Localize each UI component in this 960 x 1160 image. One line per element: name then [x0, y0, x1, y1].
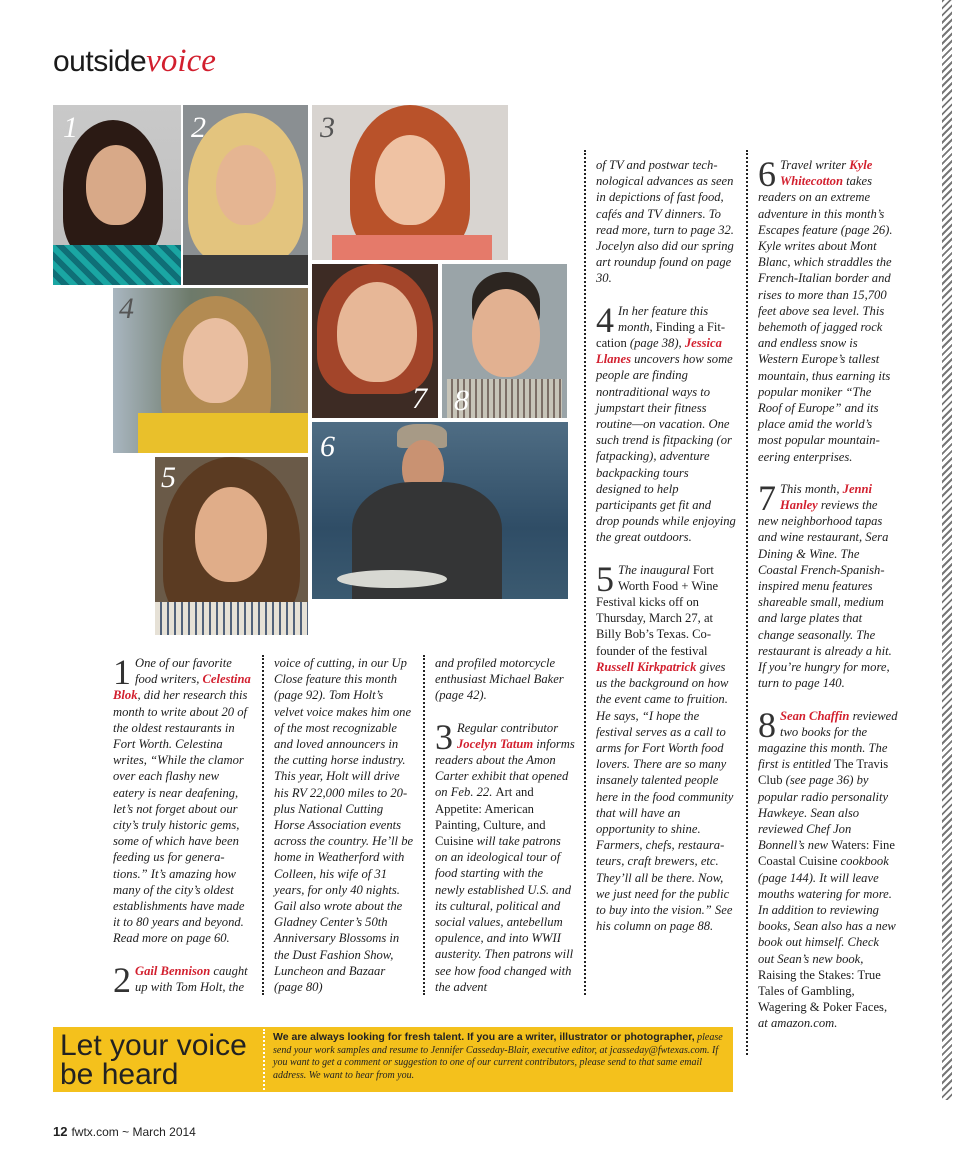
blurb-3-end: of TV and postwar technological advances as seen in depictions of fast food, cafés and TV dinners. To read more, turn to page 32. Jocelyn also did our spring art roundup found on page 30. — [596, 158, 734, 286]
drop-number: 6 — [758, 154, 776, 194]
call-for-talent-banner — [53, 1027, 733, 1092]
photo-number: 6 — [320, 430, 335, 463]
blurb-text: Regular contributor — [457, 720, 559, 735]
contributor-name: Sean Chaffin — [780, 708, 850, 723]
blurb-2 — [113, 959, 253, 1000]
blurb-text: reviews the new neighborhood tapas and wine restaurant, Sera Dining & Wine. The Coastal French-Spanish-inspired menu features shareable small, medium and large plates that change seasonally. The restaurant is already a hit. If you’re hungry for more, turn to page 140. — [758, 498, 892, 691]
photo-number: 3 — [320, 111, 335, 144]
photo-number: 4 — [119, 292, 134, 325]
photo-number: 7 — [412, 382, 427, 415]
blurb-4 — [596, 299, 736, 546]
text-column-1 — [113, 652, 253, 1011]
drop-number: 1 — [113, 652, 131, 692]
column-divider — [584, 150, 586, 995]
column-divider — [262, 655, 264, 995]
banner-lead: We are always looking for fresh talent. If you are a writer, illustrator or photographer, — [273, 1031, 695, 1043]
blurb-7 — [758, 477, 898, 692]
contributor-name: Gail Bennison — [135, 963, 211, 978]
masthead-word-outside: outside — [53, 45, 147, 78]
blurb-text: caught up with Tom Holt, the — [135, 963, 248, 994]
blurb-text: , did her research this month to write about 20 of the oldest restaurants in Fort Worth. Celestina writes, “While the clamor over each flashy new eatery is near deafening, let’s not forget about our city’s truly historic gems, some of which have been feeding us for generations.” It’s amazing how many of the city’s oldest establishments have made it to 80 years and beyond. Read more on page 60. — [113, 688, 248, 946]
banner-body — [273, 1031, 723, 1082]
drop-number: 5 — [596, 558, 614, 599]
book-title: The Travis Club — [758, 757, 889, 788]
contributor-name: Kyle Whitecotton — [780, 158, 873, 189]
contributor-photo-8 — [442, 264, 567, 418]
column-divider — [746, 150, 748, 1055]
blurb-text: will take patrons on an ideological tour of food starting with the newly established U.S. and its cultural, political and social values, antebellum opulence, and into WWII austerity. Then patrons will see how food changed with the advent — [435, 834, 574, 994]
banner-divider — [263, 1029, 265, 1090]
feature-title: Finding a Fit-cation — [596, 319, 726, 351]
exhibit-title: Art and Appetite: American Painting, Culture, and Cuisine — [435, 785, 546, 849]
footer-source: fwtx.com ~ March 2014 — [71, 1125, 196, 1139]
blurb-text: informs readers about the Amon Carter exhibit that opened on Feb. 22. — [435, 736, 575, 800]
photo-number: 2 — [191, 111, 206, 144]
drop-number: 4 — [596, 299, 614, 340]
contributor-photo-4 — [113, 288, 308, 453]
contributor-photo-3 — [312, 105, 508, 260]
event-title: Fort Worth Food + Wine Festival kicks off on Thursday, March 27, at Billy Bob’s Texas. Co-founder of the festival — [596, 562, 719, 658]
contributor-photo-2 — [183, 105, 308, 285]
blurb-text: , at amazon.com. — [758, 1000, 888, 1031]
text-column-4 — [596, 157, 736, 950]
contributor-name: Jessica Llanes — [596, 336, 722, 367]
contributor-photo-5 — [155, 457, 308, 635]
banner-text: please send your work samples and resume to Jennifer Casseday-Blair, executive editor, at jcasseday@fwtexas.com. If you want to get a comment or suggestion to one of our current contributors, please send to that same email address. We want to hear from you. — [273, 1032, 723, 1081]
text-column-2 — [274, 655, 414, 1011]
masthead-word-voice: voice — [146, 43, 216, 79]
blurb-text: uncovers how some people are finding nontraditional ways to jumpstart their fitness routine—on vacation. One such trend is fitpacking (or fatpacking), adventure backpacking tours designed to help participants get fit and drop pounds while enjoying the great outdoors. — [596, 352, 736, 545]
contributor-name: Jocelyn Tatum — [457, 736, 534, 751]
blurb-text: takes readers on an extreme adventure in this month’s Escapes feature (page 26). Kyle writes about Mont Blanc, which straddles the French-Italian border and rises to more than 15,700 feet above sea level. This behemoth of jagged rock and endless snow is Western Europe’s tallest mountain, thus earning its popular moniker “The Roof of Europe” and its place amid the world’s most popular mountaineering enterprises. — [758, 174, 893, 464]
text-column-5 — [758, 154, 898, 1048]
blurb-2-end: and profiled motorcycle enthusiast Michael Baker (page 42). — [435, 656, 564, 703]
blurb-1 — [113, 652, 253, 947]
contributor-photo-6 — [312, 422, 568, 599]
blurb-3 — [435, 716, 575, 995]
banner-headline: Let your voice be heard — [60, 1029, 247, 1091]
blurb-text: cookbook (page 144). It will leave mouths watering for more. In addition to reviewing books, Sean also has a new book out himself. Check out Sean’s new book, — [758, 854, 896, 966]
column-divider — [423, 655, 425, 995]
contributor-name: Celestina Blok — [113, 672, 251, 703]
contributor-photo-1 — [53, 105, 181, 285]
blurb-5 — [596, 558, 736, 935]
decorative-edge-stripe — [942, 0, 952, 1100]
blurb-2-cont: voice of cutting, in our Up Close feature this month (page 92). Tom Holt’s velvet voice makes him one of the most recognizable and loved announcers in the cutting horse industry. This year, Holt will drive his RV 22,000 miles to 20-plus National Cutting Horse Association events across the country. He’ll be home in Weatherford with Colleen, his wife of 31 years, for only 40 nights. Gail also wrote about the Gladney Center’s 50th Anniversary Blossoms in the Dust Fashion Show, Luncheon and Bazaar (page 80) — [274, 656, 414, 995]
contributor-photo-7 — [312, 264, 438, 418]
blurb-text: reviewed two books for the magazine this month. The first is entitled — [758, 708, 898, 772]
photo-number: 5 — [161, 461, 176, 494]
book-title: Waters: Fine Coastal Cuisine — [758, 838, 895, 869]
text-column-3 — [435, 655, 575, 1011]
contributor-name: Jenni Hanley — [780, 481, 873, 513]
photo-number: 8 — [454, 384, 469, 417]
blurb-text: This month, — [780, 481, 843, 496]
blurb-text: (page 38), — [626, 336, 685, 351]
drop-number: 2 — [113, 959, 131, 1000]
blurb-text: (see page 36) by popular radio personality Hawkeye. Sean also reviewed Chef Jon Bonnell’s new — [758, 773, 889, 853]
photo-number: 1 — [63, 111, 78, 144]
blurb-8 — [758, 704, 898, 1032]
blurb-text: Travel writer — [780, 158, 850, 172]
blurb-text: The inaugural — [618, 562, 693, 577]
page-number: 12 — [53, 1124, 68, 1139]
blurb-text: One of our favorite food writers, — [135, 656, 232, 687]
blurb-6 — [758, 154, 898, 465]
contributor-name: Russell Kirkpatrick — [596, 659, 697, 674]
blurb-text: gives us the background on how the event came to fruition. He says, “I hope the festival serves as a call to arms for Fort Worth food lovers. There are so many insanely talented people here in the food community that will have an opportunity to shine. Farmers, chefs, restaurateurs, craft brewers, etc. They’ll all be there. Now, we just need for the public to buy into the vision.” See his column on page 88. — [596, 659, 734, 934]
blurb-text: In her feature this month, — [618, 303, 709, 334]
drop-number: 8 — [758, 704, 776, 745]
book-title: Raising the Stakes: True Tales of Gambling, Wagering & Poker Faces — [758, 967, 884, 1015]
section-masthead — [53, 44, 216, 79]
drop-number: 7 — [758, 477, 776, 518]
page-footer — [53, 1124, 196, 1139]
drop-number: 3 — [435, 716, 453, 757]
